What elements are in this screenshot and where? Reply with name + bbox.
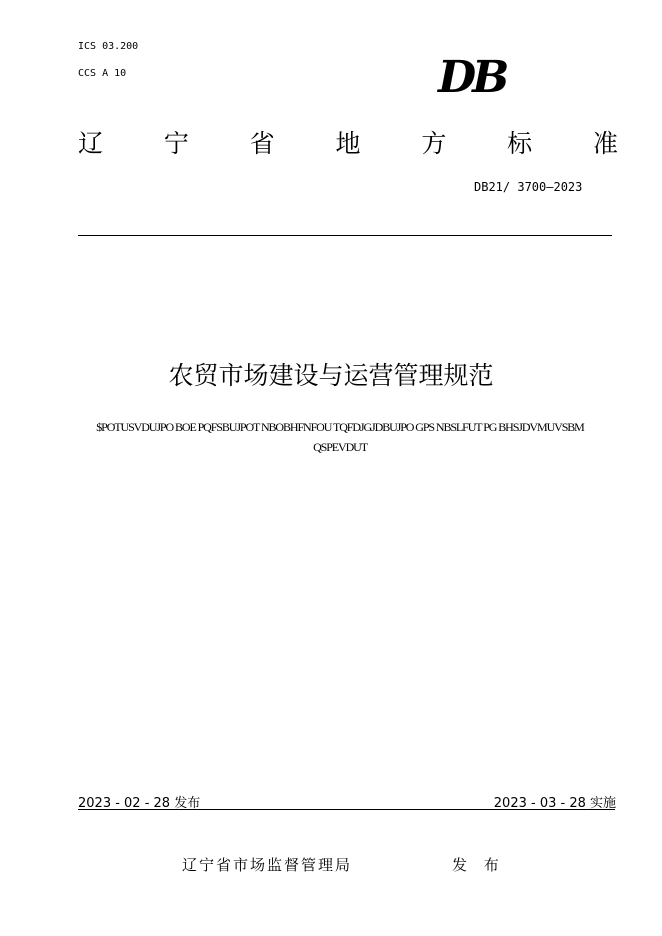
standard-type-char: 方 xyxy=(421,129,447,158)
ics-code: ICS 03.200 xyxy=(78,41,139,52)
standard-type xyxy=(78,128,618,160)
publish-date: 2023 - 02 - 28 发布 xyxy=(78,796,201,811)
db-logo: DB xyxy=(438,52,506,103)
standard-number: DB21/ 3700—2023 xyxy=(474,180,583,194)
top-divider xyxy=(78,235,612,236)
standard-type-char: 地 xyxy=(335,129,361,158)
standard-type-char: 准 xyxy=(592,129,618,158)
standard-type-char: 辽 xyxy=(78,129,104,158)
issuing-authority: 辽宁省市场监督管理局 xyxy=(182,856,353,874)
standard-type-char: 宁 xyxy=(163,129,189,158)
implement-date: 2023 - 03 - 28 实施 xyxy=(493,796,616,811)
document-title-english: $POTUSVDUJPO BOE PQFSBUJPOT NBOBHFNFOU TQFDJGJDBUJPO GPS NBSLFUT PG BHSJDVMUVSBM QSPEVDUT xyxy=(96,420,584,454)
document-title: 农贸市场建设与运营管理规范 xyxy=(168,361,494,390)
bottom-divider xyxy=(78,809,615,810)
standard-type-char: 标 xyxy=(507,129,533,158)
issue-label: 发 布 xyxy=(452,856,505,874)
standard-type-char: 省 xyxy=(249,129,275,158)
ccs-code: CCS A 10 xyxy=(78,68,127,79)
